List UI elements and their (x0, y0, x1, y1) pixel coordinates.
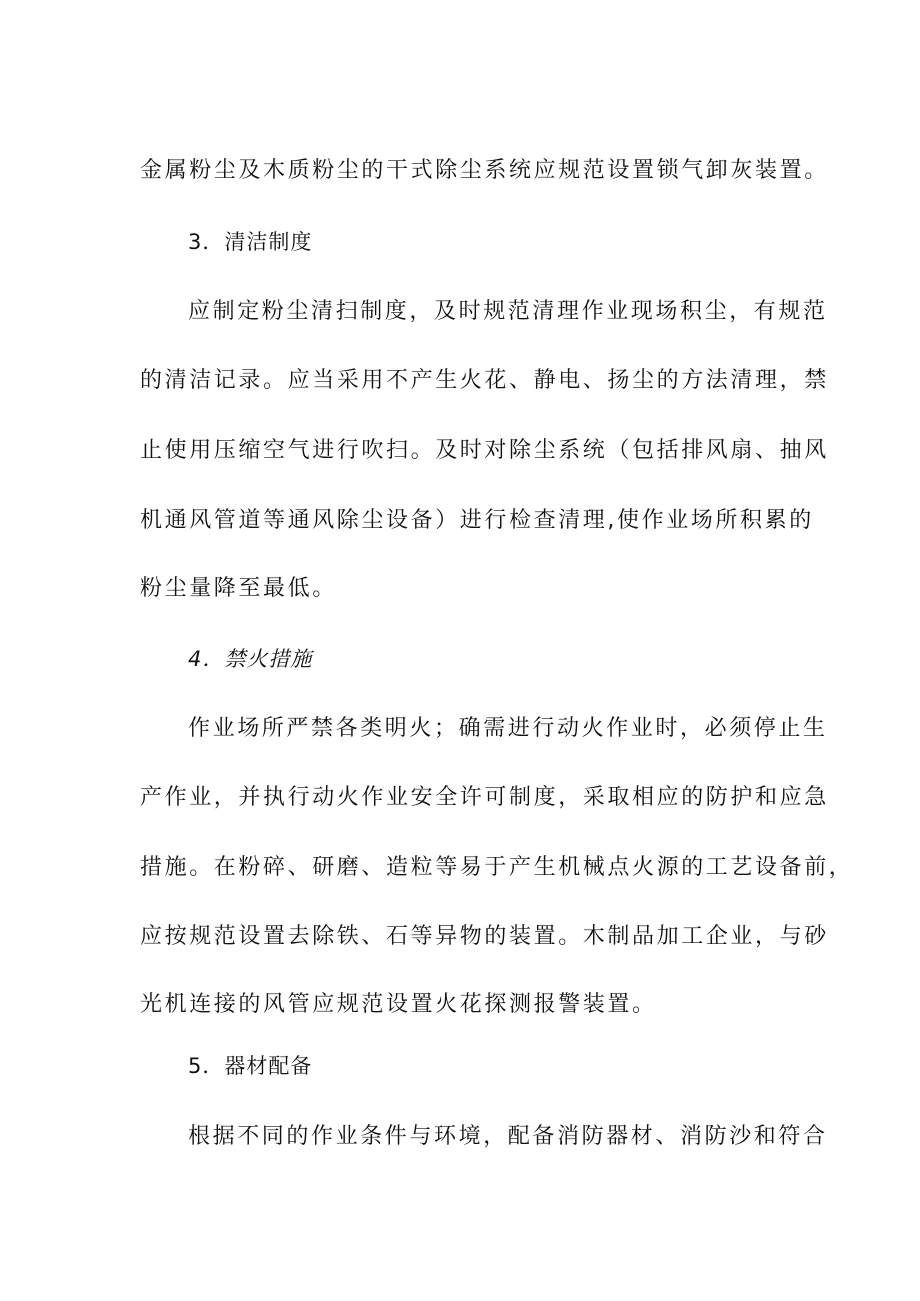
paragraph-line: 机通风管道等通风除尘设备）进行检查清理,使作业场所积累的 (140, 508, 814, 533)
paragraph-line: 应按规范设置去除铁、石等异物的装置。木制品加工企业，与砂 (140, 924, 829, 949)
paragraph-line: 粉尘量降至最低。 (140, 576, 337, 601)
section-heading-cleaning: 3．清洁制度 (188, 230, 313, 254)
paragraph-line: 光机连接的风管应规范设置火花探测报警装置。 (140, 992, 657, 1017)
paragraph-line: 根据不同的作业条件与环境，配备消防器材、消防沙和符合 (188, 1124, 828, 1149)
section-heading-fire-ban: 4．禁火措施 (188, 647, 313, 671)
paragraph-line: 作业场所严禁各类明火；确需进行动火作业时，必须停止生 (188, 716, 828, 741)
paragraph-line: 止使用压缩空气进行吹扫。及时对除尘系统（包括排风扇、抽风 (140, 438, 829, 463)
paragraph-line: 产作业，并执行动火作业安全许可制度，采取相应的防护和应急 (140, 785, 829, 810)
paragraph-line: 的清洁记录。应当采用不产生火花、静电、扬尘的方法清理，禁 (140, 368, 829, 393)
paragraph-line: 措施。在粉碎、研磨、造粒等易于产生机械点火源的工艺设备前， (140, 855, 854, 880)
section-heading-equipment: 5．器材配备 (188, 1054, 313, 1078)
paragraph-line: 应制定粉尘清扫制度，及时规范清理作业现场积尘，有规范 (188, 299, 828, 324)
paragraph-line: 金属粉尘及木质粉尘的干式除尘系统应规范设置锁气卸灰装置。 (140, 158, 829, 183)
